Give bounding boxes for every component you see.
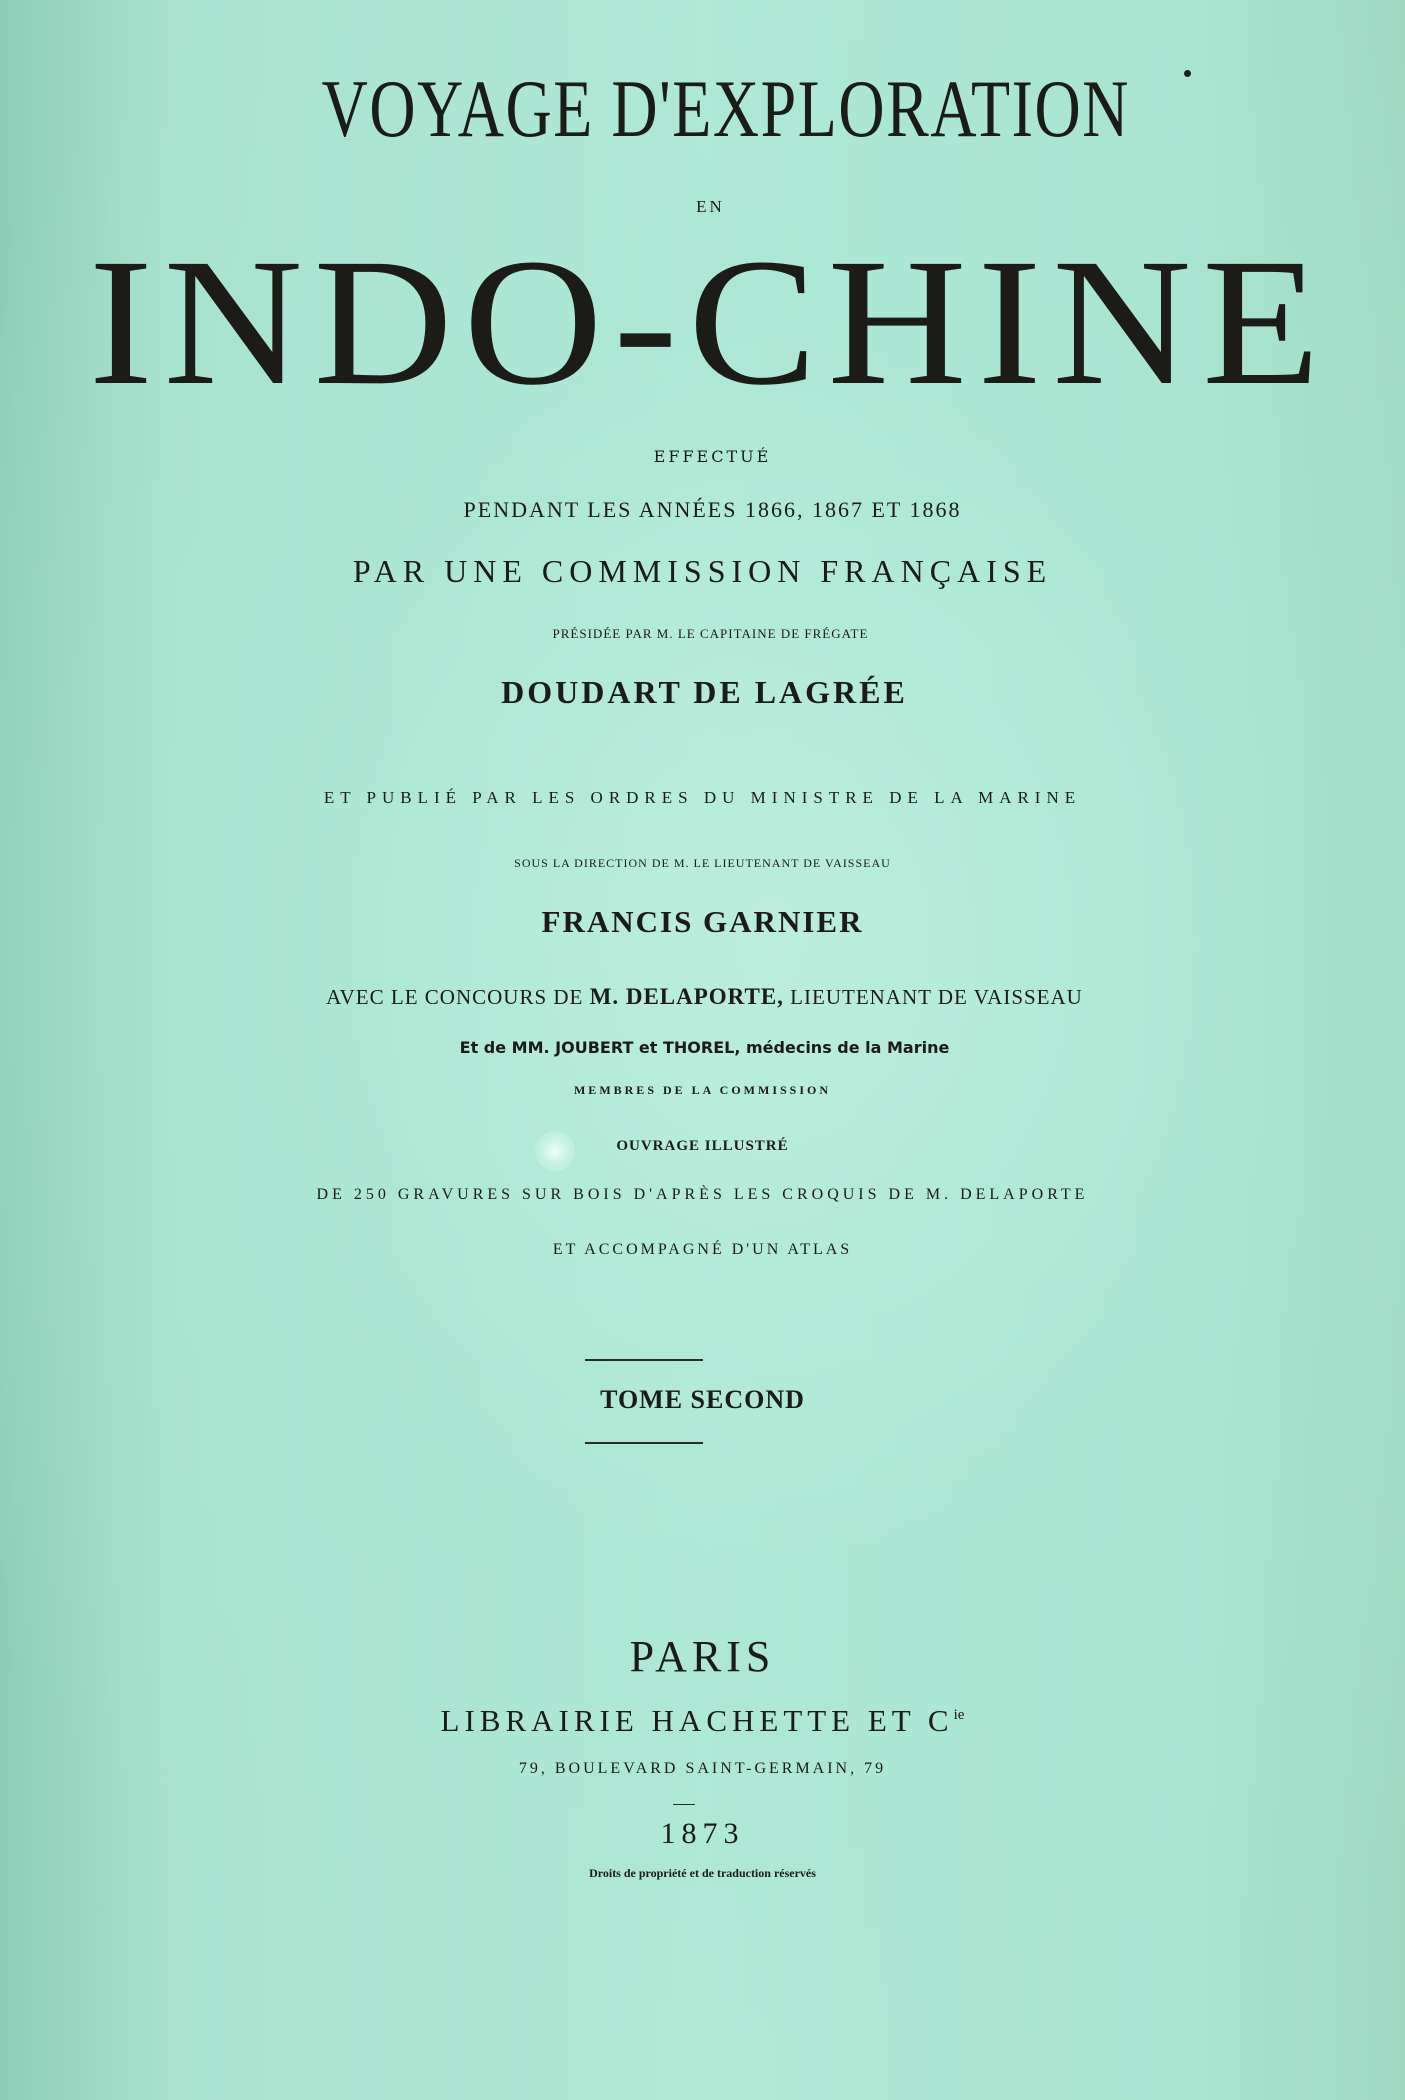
director-name: FRANCIS GARNIER [541,904,864,939]
imprint-publisher [0,1703,1405,1739]
years-line: PENDANT LES ANNÉES 1866, 1867 ET 1868 [463,497,962,522]
effectue-line: EFFECTUÉ [653,447,772,466]
membres-line: MEMBRES DE LA COMMISSION [573,1083,832,1097]
rights-notice: Droits de propriété et de traduction réservés [589,1866,816,1880]
gravures-line: DE 250 GRAVURES SUR BOIS D'APRÈS LES CROQUIS DE M. DELAPORTE [316,1186,1089,1203]
divider-bottom [585,1442,703,1444]
imprint-address: 79, BOULEVARD SAINT-GERMAIN, 79 [518,1760,887,1777]
concours-name: M. DELAPORTE, [589,984,784,1009]
presidee-line: PRÉSIDÉE PAR M. LE CAPITAINE DE FRÉGATE [552,626,869,641]
concours-prefix: AVEC LE CONCOURS DE [326,985,590,1009]
direction-line: SOUS LA DIRECTION DE M. LE LIEUTENANT DE VAISSEAU [514,856,891,870]
title-line-en: EN [696,197,725,216]
president-name: DOUDART DE LAGRÉE [501,674,908,710]
atlas-line: ET ACCOMPAGNÉ D'UN ATLAS [552,1241,853,1258]
concours-line [2,984,1405,1010]
publisher-name: LIBRAIRIE HACHETTE ET C [440,1703,954,1738]
concours-suffix: LIEUTENANT DE VAISSEAU [783,985,1083,1009]
ouvrage-line: OUVRAGE ILLUSTRÉ [616,1138,789,1154]
imprint-city: PARIS [629,1632,776,1681]
divider-top [585,1359,703,1361]
divider-short [673,1804,695,1805]
title-line-voyage: VOYAGE D'EXPLORATION [321,63,1131,154]
publisher-sup: ie [953,1707,965,1723]
collaborators-line: Et de MM. JOUBERT et THOREL, médecins de la Marine [459,1038,950,1057]
commission-line: PAR UNE COMMISSION FRANÇAISE [352,553,1053,589]
volume-label: TOME SECOND [600,1385,805,1414]
imprint-year: 1873 [660,1817,745,1850]
publie-line: ET PUBLIÉ PAR LES ORDRES DU MINISTRE DE LA MARINE [323,788,1082,807]
main-title: INDO-CHINE [88,222,1331,423]
